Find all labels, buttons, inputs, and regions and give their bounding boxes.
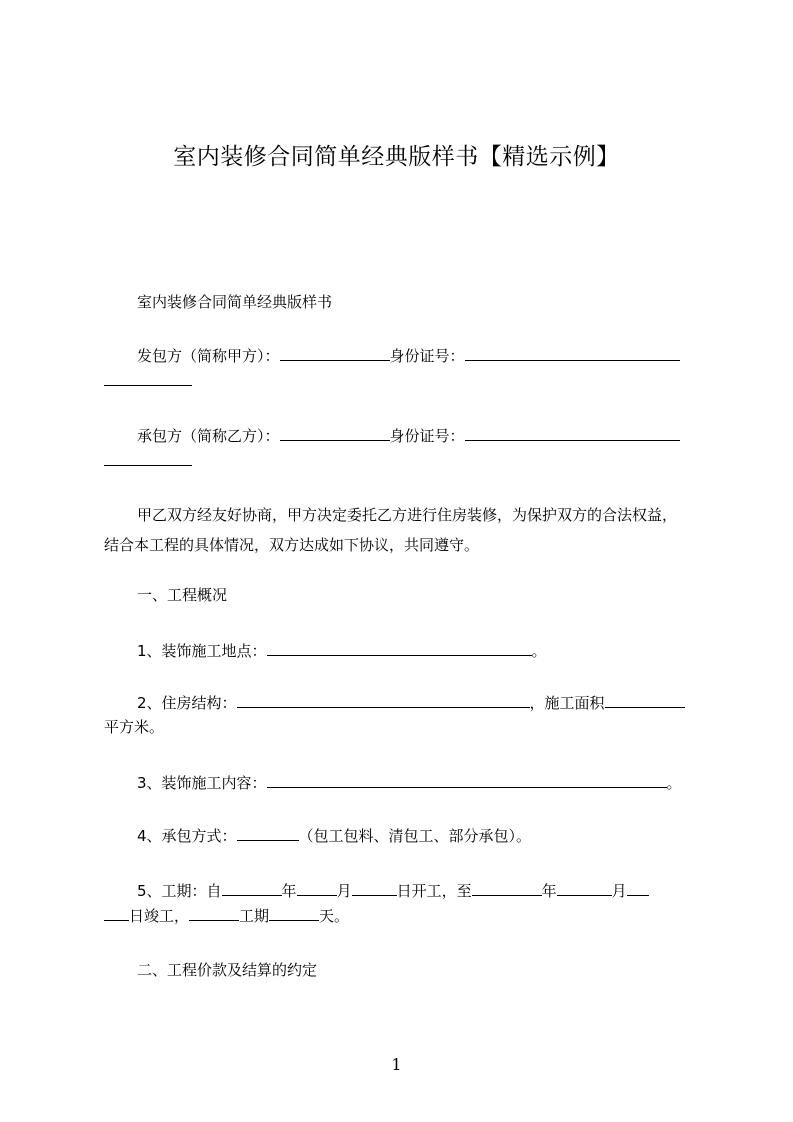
intro-line-2: 结合本工程的具体情况，双方达成如下协议，共同遵守。 (104, 536, 480, 554)
item5-line (137, 880, 649, 901)
item5-day2: 日竣工， (129, 907, 190, 925)
item3-blank (267, 772, 667, 788)
item3-end: 。 (666, 774, 682, 792)
item2-label: 2、住房结构： (137, 694, 237, 712)
item5-year2: 年 (541, 882, 557, 900)
item1-label: 1、装饰施工地点： (137, 642, 267, 660)
item4-blank (237, 825, 299, 841)
item5-days-blank (269, 905, 319, 921)
intro-line-1: 甲乙双方经友好协商，甲方决定委托乙方进行住房装修，为保护双方的合法权益， (137, 506, 678, 524)
item5-day1: 日开工，至 (396, 882, 472, 900)
item4-line (137, 825, 531, 846)
item2-mid: ，施工面积 (529, 694, 605, 712)
item1-end: 。 (531, 642, 547, 660)
item2-area-blank (605, 692, 685, 708)
item2-line (137, 692, 685, 713)
party-a-line (137, 345, 680, 366)
item5-year1: 年 (281, 882, 297, 900)
party-a-line-cont (104, 370, 192, 391)
party-a-id-label: 身份证号： (389, 347, 465, 365)
item4-label: 4、承包方式： (137, 827, 237, 845)
subtitle: 室内装修合同简单经典版样书 (137, 293, 333, 311)
item3-label: 3、装饰施工内容： (137, 774, 267, 792)
section2-heading: 二、工程价款及结算的约定 (137, 961, 318, 979)
item5-day1-blank (352, 880, 397, 896)
item5-month2-blank (557, 880, 612, 896)
item5-day2-blank (627, 880, 649, 896)
item3-line (137, 772, 682, 793)
item4-note: （包工包料、清包工、部分承包）。 (298, 827, 532, 845)
party-a-name-blank (280, 345, 390, 361)
item5-year2-blank (472, 880, 542, 896)
item2-cont: 平方米。 (104, 718, 165, 736)
party-b-name-blank (280, 425, 390, 441)
party-b-id-blank-cont (104, 450, 192, 466)
party-a-id-blank (465, 345, 680, 361)
document-title: 室内装修合同简单经典版样书【精选示例】 (173, 144, 620, 170)
item5-month1-blank (297, 880, 337, 896)
item5-line-cont (104, 905, 349, 926)
item1-line (137, 640, 547, 661)
party-b-id-label: 身份证号： (389, 427, 465, 445)
item5-month2: 月 (611, 882, 627, 900)
party-b-line-cont (104, 450, 192, 471)
party-b-line (137, 425, 680, 446)
item5-label: 5、工期：自 (137, 882, 222, 900)
party-b-id-blank (465, 425, 680, 441)
item5-month1: 月 (336, 882, 352, 900)
item5-finish-blank (189, 905, 239, 921)
party-b-label: 承包方（简称乙方）： (137, 427, 280, 445)
item5-year1-blank (222, 880, 282, 896)
party-a-label: 发包方（简称甲方）： (137, 347, 280, 365)
party-a-id-blank-cont (104, 370, 192, 386)
page-number: 1 (391, 1055, 402, 1074)
section1-heading: 一、工程概况 (137, 586, 228, 604)
item5-period: 工期 (239, 907, 270, 925)
item5-day2-blank-cont (104, 905, 129, 921)
item1-blank (267, 640, 532, 656)
item2-structure-blank (237, 692, 530, 708)
item5-days: 天。 (319, 907, 350, 925)
